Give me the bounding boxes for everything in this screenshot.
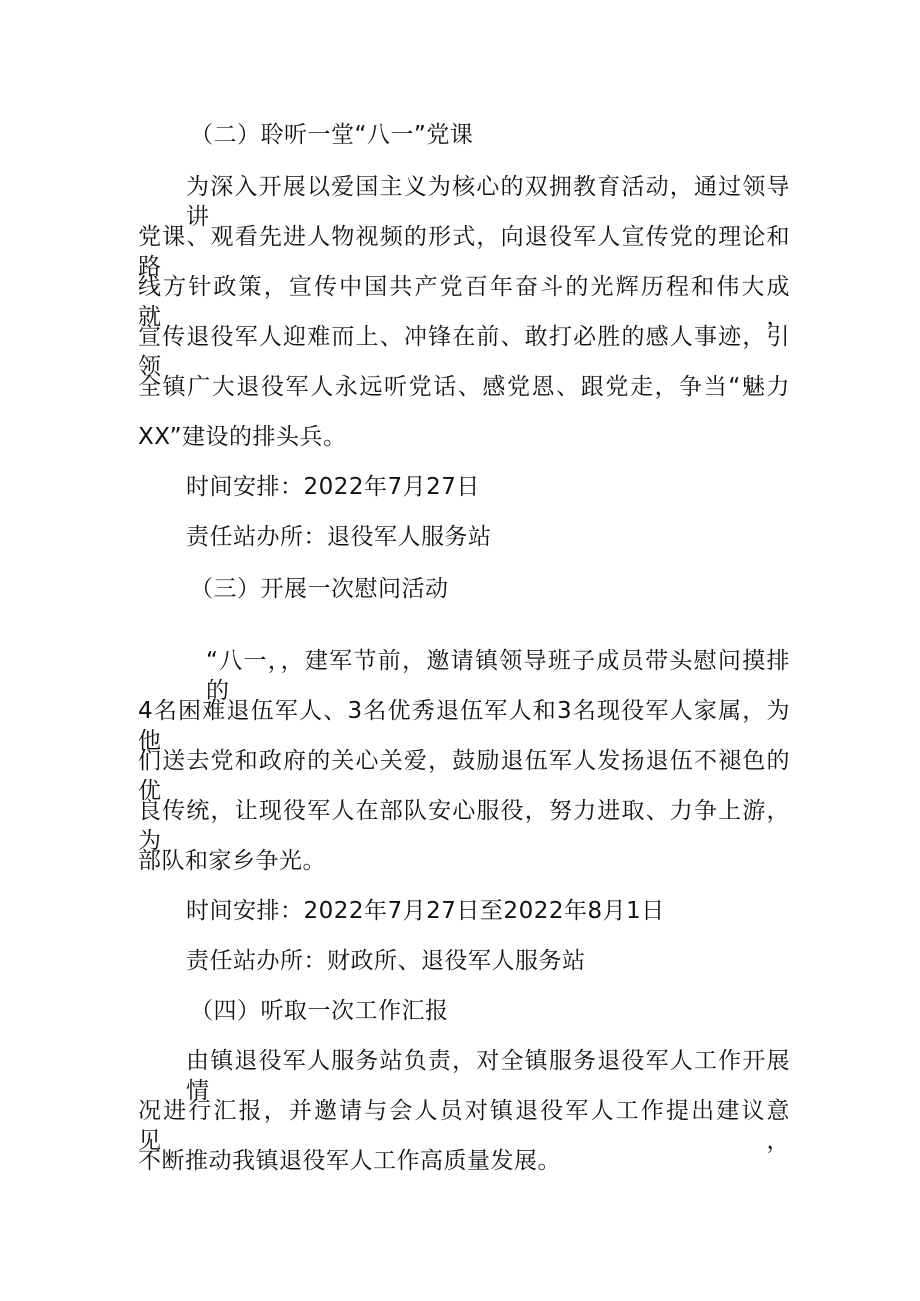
paragraph-line: 宣传退役军人迎难而上、冲锋在前、敢打必胜的感人事迹，引领: [138, 324, 790, 380]
paragraph-line: XX”建设的排头兵。: [138, 424, 347, 450]
paragraph-line: 全镇广大退役军人永远听党话、感党恩、跟党走，争当“魅力: [138, 374, 790, 400]
paragraph-line: 况进行汇报，并邀请与会人员对镇退役军人工作提出建议意见，: [138, 1098, 790, 1154]
time-schedule: 时间安排：2022年7月27日: [186, 474, 480, 500]
time-schedule: 时间安排：2022年7月27日至2022年8月1日: [186, 898, 665, 924]
paragraph-line: 4名困难退伍军人、3名优秀退伍军人和3名现役军人家属，为他: [138, 698, 790, 754]
paragraph-line: 良传统，让现役军人在部队安心服役，努力进取、力争上游，为: [138, 798, 790, 854]
paragraph-line: 线方针政策，宣传中国共产党百年奋斗的光辉历程和伟大成就，: [138, 274, 790, 330]
paragraph-line: 们送去党和政府的关心关爱，鼓励退伍军人发扬退伍不褪色的优: [138, 748, 790, 804]
section-heading-4: （四）听取一次工作汇报: [190, 998, 449, 1024]
paragraph-line: 部队和家乡争光。: [138, 848, 326, 874]
paragraph-line: 党课、观看先进人物视频的形式，向退役军人宣传党的理论和路: [138, 224, 790, 280]
paragraph-line: 为深入开展以爱国主义为核心的双拥教育活动，通过领导讲: [186, 174, 790, 230]
responsible-office: 责任站办所：退役军人服务站: [186, 524, 492, 550]
paragraph-line: 不断推动我镇退役军人工作高质量发展。: [138, 1148, 561, 1174]
paragraph-line: 由镇退役军人服务站负责，对全镇服务退役军人工作开展情: [186, 1048, 790, 1104]
paragraph-line: “八一，，建军节前，邀请镇领导班子成员带头慰问摸排的: [206, 648, 790, 704]
responsible-office: 责任站办所：财政所、退役军人服务站: [186, 948, 586, 974]
section-heading-2: （二）聆听一堂“八一”党课: [190, 122, 474, 148]
section-heading-3: （三）开展一次慰问活动: [190, 576, 449, 602]
